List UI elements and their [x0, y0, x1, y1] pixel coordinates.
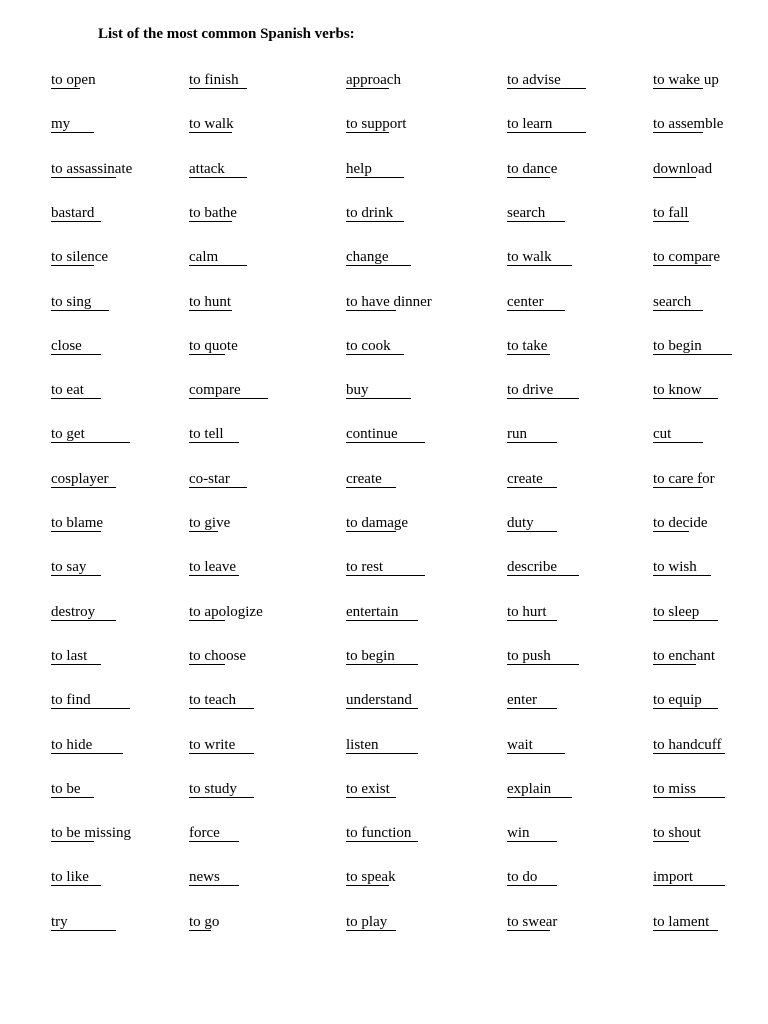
verb-text: to begin — [653, 338, 702, 354]
verb-text: to shout — [653, 825, 701, 841]
verb-text: to drive — [507, 382, 554, 398]
verb-text: to eat — [51, 382, 84, 398]
verb-entry — [189, 469, 230, 489]
verb-row — [0, 690, 768, 714]
verb-entry — [507, 690, 537, 710]
verb-entry — [51, 70, 96, 90]
verb-entry — [51, 602, 95, 622]
verb-text: download — [653, 161, 713, 177]
verb-text: to drink — [346, 205, 394, 221]
verb-entry — [189, 735, 235, 755]
verb-text: to finish — [189, 72, 239, 88]
verb-row — [0, 823, 768, 847]
verb-text: to silence — [51, 249, 109, 265]
verb-entry — [51, 292, 91, 312]
verb-entry — [507, 424, 527, 444]
verb-entry — [51, 424, 85, 444]
verb-text: to give — [189, 515, 231, 531]
verb-entry — [653, 779, 696, 799]
verb-text: news — [189, 869, 220, 885]
verb-text: co-star — [189, 471, 230, 487]
verb-text: to wish — [653, 559, 697, 575]
verb-entry — [346, 690, 412, 710]
verb-entry — [51, 247, 108, 267]
verb-entry — [346, 779, 390, 799]
verb-text: describe — [507, 559, 557, 575]
verb-text: to quote — [189, 338, 238, 354]
verb-text: duty — [507, 515, 534, 531]
verb-entry — [189, 646, 246, 666]
verb-text: to care for — [653, 471, 715, 487]
verb-entry — [189, 513, 230, 533]
verb-text: to fall — [653, 205, 689, 221]
verb-text: buy — [346, 382, 369, 398]
verb-entry — [346, 114, 406, 134]
verb-entry — [346, 867, 396, 887]
verb-entry — [51, 646, 87, 666]
verb-entry — [189, 602, 263, 622]
verb-text: create — [346, 471, 382, 487]
verb-text: to learn — [507, 116, 553, 132]
verb-entry — [507, 513, 534, 533]
verb-row — [0, 602, 768, 626]
verb-entry — [51, 203, 94, 223]
verb-text: to play — [346, 914, 388, 930]
verb-text: to equip — [653, 692, 702, 708]
verb-text: cut — [653, 426, 672, 442]
verb-text: to exist — [346, 781, 390, 797]
verb-text: try — [51, 914, 68, 930]
verb-row — [0, 912, 768, 936]
verb-entry — [507, 380, 553, 400]
verb-text: continue — [346, 426, 398, 442]
verb-entry — [653, 912, 709, 932]
verb-entry — [653, 114, 723, 134]
verb-text: to dance — [507, 161, 558, 177]
verb-entry — [189, 292, 231, 312]
verb-text: to function — [346, 825, 412, 841]
verb-text: change — [346, 249, 389, 265]
verb-entry — [51, 513, 103, 533]
verb-entry — [346, 735, 379, 755]
verb-entry — [346, 424, 398, 444]
verb-entry — [346, 203, 393, 223]
verb-text: to find — [51, 692, 91, 708]
verb-entry — [653, 424, 671, 444]
verb-entry — [51, 735, 92, 755]
verb-entry — [507, 735, 533, 755]
verb-text: to blame — [51, 515, 104, 531]
verb-row — [0, 159, 768, 183]
verb-text: run — [507, 426, 527, 442]
verb-text: create — [507, 471, 543, 487]
verb-text: to hurt — [507, 604, 547, 620]
verb-entry — [653, 867, 693, 887]
verb-entry — [346, 823, 411, 843]
verb-text: to tell — [189, 426, 224, 442]
verb-entry — [653, 247, 720, 267]
verb-text: cosplayer — [51, 471, 109, 487]
verb-entry — [189, 380, 241, 400]
verb-text: attack — [189, 161, 225, 177]
verb-entry — [51, 114, 70, 134]
verb-row — [0, 114, 768, 138]
verb-row — [0, 646, 768, 670]
verb-text: to choose — [189, 648, 247, 664]
verb-entry — [51, 823, 131, 843]
verb-text: force — [189, 825, 220, 841]
verb-entry — [189, 203, 237, 223]
verb-row — [0, 424, 768, 448]
verb-text: to begin — [346, 648, 395, 664]
verb-row — [0, 513, 768, 537]
verb-text: to push — [507, 648, 551, 664]
verb-entry — [189, 557, 236, 577]
verb-entry — [346, 557, 383, 577]
verb-row — [0, 70, 768, 94]
verb-entry — [51, 690, 91, 710]
verb-text: to cook — [346, 338, 391, 354]
verb-entry — [653, 70, 719, 90]
verb-entry — [346, 247, 388, 267]
verb-entry — [653, 513, 708, 533]
verb-text: to advise — [507, 72, 561, 88]
verb-text: to go — [189, 914, 220, 930]
verb-text: enter — [507, 692, 537, 708]
verb-text: entertain — [346, 604, 399, 620]
verb-entry — [507, 602, 547, 622]
verb-text: to leave — [189, 559, 237, 575]
verb-row — [0, 779, 768, 803]
verb-text: to decide — [653, 515, 708, 531]
verb-text: to sing — [51, 294, 92, 310]
verb-text: to rest — [346, 559, 384, 575]
verb-entry — [51, 380, 84, 400]
verb-text: to say — [51, 559, 87, 575]
verb-entry — [51, 557, 86, 577]
verb-text: to miss — [653, 781, 696, 797]
verb-entry — [507, 247, 552, 267]
verb-text: to hunt — [189, 294, 232, 310]
verb-entry — [507, 203, 545, 223]
verb-entry — [346, 469, 382, 489]
verb-text: to enchant — [653, 648, 716, 664]
verb-entry — [189, 159, 225, 179]
verb-entry — [189, 70, 239, 90]
verb-entry — [189, 424, 224, 444]
verb-entry — [653, 203, 688, 223]
verb-text: to be — [51, 781, 81, 797]
verb-text: to like — [51, 869, 89, 885]
verb-text: to get — [51, 426, 85, 442]
verb-text: import — [653, 869, 693, 885]
verb-text: to hide — [51, 737, 93, 753]
verb-text: calm — [189, 249, 219, 265]
verb-entry — [346, 602, 398, 622]
verb-text: my — [51, 116, 71, 132]
verb-row — [0, 247, 768, 271]
verb-text: close — [51, 338, 82, 354]
verb-text: to do — [507, 869, 538, 885]
verb-row — [0, 867, 768, 891]
verb-entry — [189, 823, 220, 843]
verb-entry — [507, 336, 547, 356]
verb-text: destroy — [51, 604, 96, 620]
verb-entry — [507, 292, 544, 312]
verb-text: win — [507, 825, 530, 841]
verb-entry — [653, 380, 702, 400]
verb-entry — [507, 912, 557, 932]
verb-entry — [189, 690, 236, 710]
verb-entry — [189, 114, 234, 134]
verb-entry — [507, 159, 557, 179]
verb-text: to bathe — [189, 205, 237, 221]
verb-text: to sleep — [653, 604, 700, 620]
verb-entry — [346, 159, 372, 179]
verb-text: search — [653, 294, 692, 310]
verb-entry — [189, 867, 220, 887]
verb-text: explain — [507, 781, 552, 797]
verb-entry — [507, 557, 557, 577]
verb-text: to have dinner — [346, 294, 432, 310]
verb-text: to study — [189, 781, 237, 797]
verb-entry — [507, 646, 551, 666]
verb-text: help — [346, 161, 372, 177]
verb-text: compare — [189, 382, 241, 398]
verb-entry — [189, 336, 238, 356]
verb-entry — [653, 602, 699, 622]
verb-row — [0, 380, 768, 404]
verb-text: to walk — [189, 116, 234, 132]
verb-entry — [507, 823, 530, 843]
verb-text: to assassinate — [51, 161, 133, 177]
verb-text: to lament — [653, 914, 710, 930]
verb-entry — [51, 867, 89, 887]
verb-text: to handcuff — [653, 737, 722, 753]
verb-entry — [653, 823, 701, 843]
verb-text: to apologize — [189, 604, 263, 620]
verb-text: to teach — [189, 692, 237, 708]
verb-row — [0, 336, 768, 360]
verb-text: to know — [653, 382, 702, 398]
verb-row — [0, 735, 768, 759]
verb-text: to support — [346, 116, 407, 132]
verb-text: bastard — [51, 205, 95, 221]
verb-text: to open — [51, 72, 96, 88]
verb-entry — [51, 912, 68, 932]
verb-text: to write — [189, 737, 236, 753]
verb-entry — [51, 469, 108, 489]
verb-entry — [189, 912, 219, 932]
verb-row — [0, 469, 768, 493]
verb-text: to take — [507, 338, 548, 354]
verb-text: to wake up — [653, 72, 719, 88]
verb-text: to walk — [507, 249, 552, 265]
verb-entry — [507, 114, 552, 134]
verb-entry — [653, 646, 715, 666]
verb-entry — [346, 380, 369, 400]
verb-entry — [346, 70, 401, 90]
verb-text: listen — [346, 737, 379, 753]
verb-entry — [653, 336, 702, 356]
verb-row — [0, 203, 768, 227]
verb-text: to assemble — [653, 116, 724, 132]
verb-entry — [346, 513, 408, 533]
verb-entry — [653, 159, 712, 179]
verb-entry — [51, 779, 81, 799]
verb-entry — [507, 779, 551, 799]
verb-row — [0, 292, 768, 316]
verb-entry — [653, 735, 721, 755]
verb-text: wait — [507, 737, 533, 753]
verb-entry — [653, 292, 691, 312]
verb-row — [0, 557, 768, 581]
verb-text: search — [507, 205, 546, 221]
verb-entry — [653, 690, 702, 710]
verb-entry — [507, 867, 537, 887]
verb-entry — [346, 646, 395, 666]
verb-entry — [346, 912, 387, 932]
verb-entry — [51, 159, 132, 179]
verb-text: to speak — [346, 869, 396, 885]
verb-entry — [189, 247, 218, 267]
page-title: List of the most common Spanish verbs: — [98, 26, 355, 42]
verb-text: to last — [51, 648, 88, 664]
verb-text: to swear — [507, 914, 558, 930]
verb-entry — [346, 336, 391, 356]
verb-text: to be missing — [51, 825, 132, 841]
verb-text: understand — [346, 692, 412, 708]
verb-text: approach — [346, 72, 401, 88]
verb-entry — [507, 469, 543, 489]
verb-entry — [51, 336, 82, 356]
verb-text: to damage — [346, 515, 409, 531]
verb-text: center — [507, 294, 544, 310]
verb-entry — [507, 70, 561, 90]
verb-entry — [653, 557, 697, 577]
verb-text: to compare — [653, 249, 721, 265]
verb-entry — [653, 469, 715, 489]
verb-entry — [189, 779, 237, 799]
verb-entry — [346, 292, 432, 312]
